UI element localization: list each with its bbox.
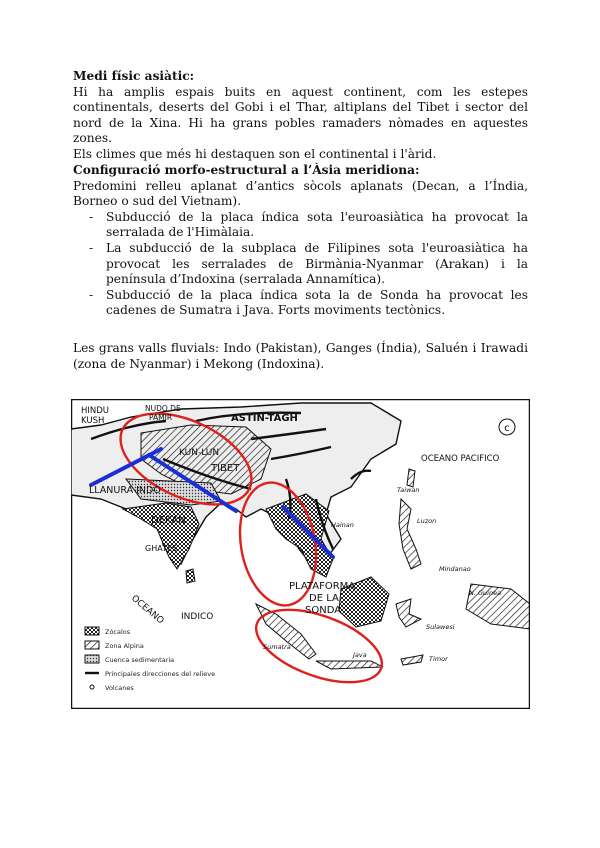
paragraph-climes: Els climes que més hi destaquen son el continental i l'àrid. xyxy=(73,146,437,161)
list-item: - La subducció de la subplaca de Filipines sota l'euroasiàtica ha provocat les serralades de Birmània-Nyanmar (Arakan) i la península d’Indoxina (serralada Annamítica). xyxy=(89,240,528,287)
taiwan-shape xyxy=(407,469,415,487)
label-indico: INDICO xyxy=(181,612,214,622)
label-hainan: Hainan xyxy=(331,521,354,529)
bullet-text-himalaia: Subducció de la placa índica sota l'euroasiàtica ha provocat la serralada de l'Himàlaia. xyxy=(106,209,528,240)
label-java: Java xyxy=(353,651,367,659)
label-nudo-de: NUDO DE xyxy=(145,404,181,413)
label-llanura-indo: LLANURA INDO xyxy=(89,485,161,496)
legend-label-zocalos: Zócalos xyxy=(105,628,131,636)
label-taiwan: Taiwan xyxy=(397,486,420,494)
label-mindanao: Mindanao xyxy=(439,565,471,573)
bullet-text-filipines: La subducció de la subplaca de Filipines sota l'euroasiàtica ha provocat les serralades de Birmània-Nyanmar (Arakan) i la península d’Indoxina (serralada Annamítica). xyxy=(106,240,528,287)
label-de-la: DE LA xyxy=(309,593,339,604)
list-item: - Subducció de la placa índica sota l'euroasiàtica ha provocat la serralada de l'Himàlaia. xyxy=(89,209,528,240)
label-astin-tagh: ASTIN-TAGH xyxy=(231,413,298,424)
sri-lanka-shape xyxy=(186,569,195,583)
paragraph-predomini: Predomini relleu aplanat d’antics sòcols aplanats (Decan, a l’Índia, Borneo o sud del Vietnam). xyxy=(73,178,528,209)
label-sumatra: Sumatra xyxy=(263,643,291,651)
bullet-list xyxy=(73,210,528,319)
legend-swatch-zona-alpina xyxy=(85,641,99,649)
legend-label-volcanes: Volcanes xyxy=(105,684,134,692)
legend-swatch-zocalos xyxy=(85,627,99,635)
label-timor: Timor xyxy=(429,655,448,663)
label-sonda: SONDA xyxy=(305,605,342,616)
legend-label-zona-alpina: Zona Alpina xyxy=(105,642,144,650)
label-dekan: DEKAN xyxy=(151,515,186,526)
paragraph-valls-fluvials: Les grans valls fluvials: Indo (Pakistan), Ganges (Índia), Saluén i Irawadi (zona de Nyanmar) i Mekong (Indoxina). xyxy=(73,341,528,371)
legend-swatch-cuenca xyxy=(85,655,99,663)
heading-configuracio: Configuració morfo-estructural a l’Àsia meridiona: xyxy=(73,163,420,177)
paragraph-medi-fisic: Hi ha amplis espais buits en aquest continent, com les estepes continentals, deserts del Gobi i el Thar, altiplans del Tibet i sector del nord de la Xina. Hi ha grans pobles ramaders nòmades en aquestes zones. xyxy=(73,84,528,146)
label-ghates: GHATES xyxy=(145,544,178,553)
label-sulawesi: Sulawesi xyxy=(426,623,455,631)
label-pamir: PAMIR xyxy=(149,413,173,422)
label-luzon: Luzon xyxy=(417,517,437,525)
label-hindu: HINDU xyxy=(81,406,110,416)
label-kush: KUSH xyxy=(81,416,105,426)
label-oceano: OCEANO xyxy=(129,593,166,627)
heading-medi-fisic: Medi físic asiàtic: xyxy=(73,69,195,83)
south-asia-relief-map xyxy=(71,399,530,709)
legend-label-relieve: Principales direcciones del relieve xyxy=(105,670,216,678)
copyright-label: c xyxy=(504,423,510,434)
label-n-guinea: N. Guinea xyxy=(469,589,502,597)
section-2 xyxy=(73,163,528,319)
label-kun-lun: KUN-LUN xyxy=(179,448,220,458)
legend-label-cuenca: Cuenca sedimentaria xyxy=(105,656,175,664)
list-item: - Subducció de la placa índica sota la de Sonda ha provocat les cadenes de Sumatra i Java. Forts moviments tectònics. xyxy=(89,287,528,318)
label-oceano-pacifico: OCEANO PACIFICO xyxy=(421,454,500,464)
bullet-text-sumatra: Subducció de la placa índica sota la de Sonda ha provocat les cadenes de Sumatra i Java. Forts moviments tectònics. xyxy=(106,287,528,318)
label-tibet: TIBET xyxy=(211,463,240,474)
section-1 xyxy=(73,69,528,163)
label-plataforma: PLATAFORMA xyxy=(289,581,356,592)
